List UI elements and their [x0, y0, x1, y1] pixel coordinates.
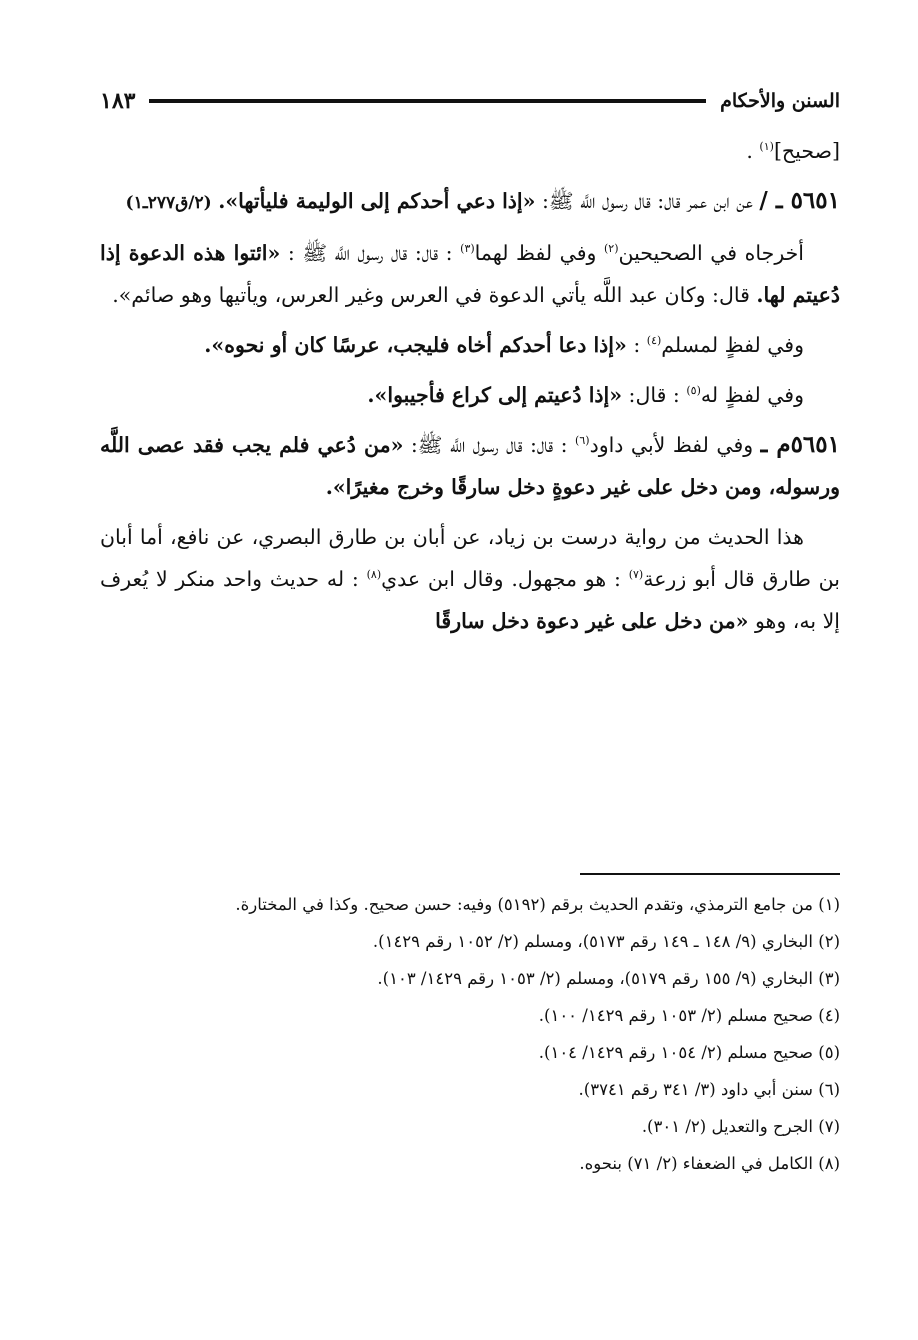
muslim2-quote: «إذا دُعيتم إلى كراع فأجيبوا». [367, 383, 623, 407]
footnote-3: (٣) البخاري (٩/ ١٥٥ رقم ٥١٧٩)، ومسلم (٢/ ١٠٥٣ رقم ١٤٢٩/ ١٠٣). [377, 969, 840, 988]
commentary-c: : له حديث واحد منكر لا يُعرف إلا به، وهو [100, 567, 840, 633]
footnote-7: (٧) الجرح والتعديل (٢/ ٣٠١). [641, 1117, 840, 1136]
takhrij-d: قال: وكان عبد اللَّه يأتي الدعوة في العرس وغير العرس، ويأتيها وهو صائم». [112, 283, 757, 307]
hadith-5651 [100, 180, 840, 224]
takhrij-a: أخرجاه في الصحيحين [618, 241, 804, 265]
grading-label: [صحيح] [773, 139, 840, 163]
footnote-2: (٢) البخاري (٩/ ١٤٨ ـ ١٤٩ رقم ٥١٧٣)، ومسلم (٢/ ١٠٥٢ رقم ١٤٢٩). [372, 932, 840, 951]
sahih-line [100, 130, 840, 172]
muslim-a: وفي لفظٍ لمسلم [661, 333, 804, 357]
footnote-ref-3: (٣) [460, 242, 475, 256]
footnote-ref-5: (٥) [686, 384, 701, 398]
hadith-5651m [100, 424, 840, 508]
main-text [100, 130, 840, 650]
footnote-ref-6: (٦) [575, 434, 590, 448]
hadith-number-5651m: ٥٦٥١م ـ [760, 431, 840, 458]
hadith-5651-quote: «إذا دعي أحدكم إلى الوليمة فليأتها». [218, 189, 536, 213]
footnote-8: (٨) الكامل في الضعفاء (٢/ ٧١) بنحوه. [579, 1154, 840, 1173]
hadith-5651m-a: وفي لفظ لأبي داود [589, 433, 761, 457]
hadith-5651-text: عن ابن عمر قال: قال رسول اللَّه ﷺ: [535, 189, 760, 213]
muslim-wording-paragraph [100, 324, 840, 366]
commentary-b: : هو مجهول. وقال ابن عدي [381, 567, 629, 591]
footnote-4: (٤) صحيح مسلم (٢/ ١٠٥٣ رقم ١٤٢٩/ ١٠٠). [538, 1006, 840, 1025]
commentary-quote: «من دخل على غير دعوة دخل سارقًا [435, 609, 749, 633]
commentary-paragraph [100, 516, 840, 642]
takhrij-quote: «ائتوا هذه الدعوة إذا دُعيتم لها. [100, 241, 840, 307]
hadith-number-5651: ٥٦٥١ ـ / [759, 187, 840, 214]
muslim-b: : [626, 333, 647, 357]
manuscript-margin-ref: (٢/ق٢٧٧ـ١) [125, 193, 212, 213]
footnotes [100, 886, 840, 1182]
sahih-line-end: . [746, 139, 760, 163]
footnote-ref-4: (٤) [646, 334, 662, 348]
takhrij-b: وفي لفظ لهما [474, 241, 604, 265]
footnote-1: (١) من جامع الترمذي، وتقدم الحديث برقم (٥١٩٢) وفيه: حسن صحيح. وكذا في المختارة. [235, 895, 840, 914]
footnote-ref-7: (٧) [628, 568, 644, 582]
footnote-ref-8: (٨) [366, 568, 382, 582]
muslim-quote: «إذا دعا أحدكم أخاه فليجب، عرسًا كان أو نحوه». [204, 333, 627, 357]
page-header [100, 84, 840, 118]
muslim2-a: وفي لفظٍ له [700, 383, 804, 407]
footnote-divider [580, 873, 840, 875]
muslim-second-wording-paragraph [100, 374, 840, 416]
hadith-5651m-quote: «من دُعي فلم يجب فقد عصى اللَّه ورسوله، ومن دخل على غير دعوةٍ دخل سارقًا وخرج مغيرًا». [100, 433, 840, 499]
footnote-5: (٥) صحيح مسلم (٢/ ١٠٥٤ رقم ١٤٢٩/ ١٠٤). [538, 1043, 840, 1062]
footnote-ref-1: (١) [759, 140, 774, 154]
hadith-5651m-b: : قال: قال رسول اللَّه ﷺ: [403, 433, 576, 457]
takhrij-c: : قال: قال رسول اللَّه ﷺ : [280, 241, 461, 265]
footnote-ref-2: (٢) [603, 242, 619, 256]
takhrij-paragraph [100, 232, 840, 316]
page-number: ١٨٣ [100, 88, 136, 114]
commentary-a: هذا الحديث من رواية درست بن زياد، عن أبان بن طارق البصري، عن نافع، أما أبان بن طارق قال أبو زرعة [100, 525, 840, 591]
muslim2-b: : قال: [622, 383, 687, 407]
running-title: السنن والأحكام [720, 90, 840, 112]
footnote-6: (٦) سنن أبي داود (٣/ ٣٤١ رقم ٣٧٤١). [578, 1080, 840, 1099]
header-rule [149, 99, 706, 103]
